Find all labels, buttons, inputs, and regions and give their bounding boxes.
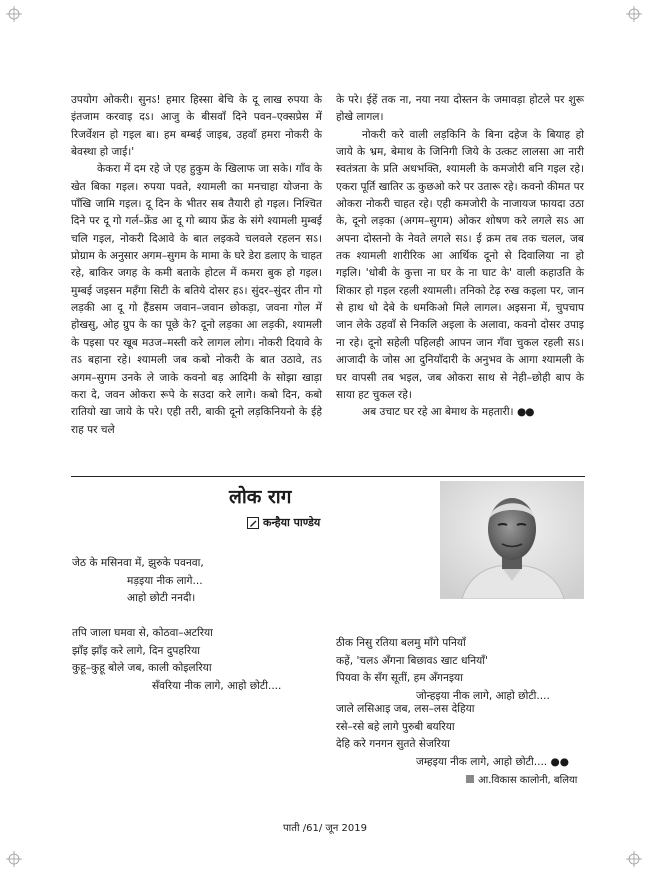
poem-stanza	[336, 701, 569, 771]
poem-stanza	[72, 555, 204, 608]
story-paragraph: उपयोग ओकरी। सुनऽ! हमार हिस्सा बेचि के दू लाख रुपया के इंतजाम करवाइ दऽ। आजु के बीसवाँ दिने पवन–एक्सप्रेस में रिजर्वेशन हो गइल बा। हम बम्बई जाइब, उहवाँ हमरा नोकरी के बेवस्था हो जाई।'	[71, 94, 322, 159]
poem-title: लोक राग	[229, 486, 292, 508]
poem-line: जाले लसिआइ जब, लस–लस देहिया	[336, 703, 475, 715]
story-right-column	[336, 92, 584, 422]
pen-icon	[247, 517, 259, 529]
end-mark: ●●	[516, 406, 534, 419]
poem-line: ठीक निसु रतिया बलमु माँगे पनियाँ	[336, 637, 466, 649]
poem-line: सँवरिया नीक लागे, आहो छोटी....	[152, 679, 282, 692]
story-paragraph: के परे। ईहें तक ना, नया नया दोस्तन के जमावड़ा होटले पर शुरू होखे लागल।	[336, 94, 584, 124]
author-location-text: आ.विकास कालोनी, बलिया	[478, 775, 578, 786]
story-closing-line: अब उचाट घर रहे आ बेमाथ के महतारी।	[362, 406, 514, 419]
poem-line: तपि जाला घमवा से, कोठवा–अटरिया	[72, 627, 213, 639]
poem-stanza	[336, 635, 550, 705]
poem-line: रसे–रसे बहे लागे पुरुबी बयरिया	[336, 720, 455, 733]
story-paragraph: केकरा में दम रहे जे एह हुकुम के खिलाफ जा सके। गाँव के खेत बिका गइल। रुपया पवते, श्यामली का मनचाहा योजना के पाँखि जामि गइल। दू दिन के भीतर सब तैयारी हो गइल। निश्चित दिने पर दू गो गर्ल–फ्रेंड आ दू गो ब्याय फ्रेंड के संगे श्यामली मुम्बई चलि गइल, नोकरी दिआवे के बात लइकवे चलवले रहलन सऽ। प्रोग्राम के अनुसार अगम–सुगम के मामा के घरे डेरा डलाए के चाहत रहे, बाकिर जगह के कमी बताके होटल में कमरा बुक हो गइल। मुम्बई जइसन महँगा सिटी के बतिये दोसर हऽ। सुंदर–सुंदर तीन गो लड़की आ दू गो हैंडसम जवान–जवान छोकड़ा, जवना गोल में होखसु, ओह ग्रुप के का पूछे के? दूनो लड़का आ लड़की, श्यामली के पइसा पर खूब मउज–मस्ती करे लागल लोग। नोकरी दियावे के तऽ बहाना रहे। श्यामली जब कबो नोकरी के बात उठावे, तऽ अगम–सुगम उनके ले जाके कवनो बड़ आदिमी के सोझा खाड़ा करा दे, जवन ओकरा रूपे के सउदा करे लागे। कबो दिन, कबो रातियो खा जाये के परे। एही तरी, बाकी दूनो लड़किनियनो के ईहे राह पर चले	[71, 163, 322, 436]
section-divider	[71, 476, 585, 477]
author-location	[466, 772, 577, 786]
poem-line: जोन्हइया नीक लागे, आहो छोटी....	[416, 689, 550, 702]
poem-line: जम्हइया नीक लागे, आहो छोटी.... ●●	[416, 755, 570, 768]
story-paragraph: नोकरी करे वाली लड़किनि के बिना दहेज के बियाह हो जाये के भ्रम, बेमाथ के जिनिगी जिये के उत्कट लालसा आ नारी स्वतंत्रता के प्रति अधभक्ति, श्यामली के कमजोरी बनि गइल रहे। एकरा पूर्ति खातिर ऊ कुछओ करे पर उतारू रहे। कवनो कीमत पर ओकरा नोकरी चाहत रहे। एही कमजोरी के नाजायज फायदा उठा के, दूनो लड़का (अगम–सुगम) ओकर शोषण करे लगले सऽ आ अपना दोस्तनो के नेवते लगले सऽ। ई क्रम तब तक चलल, जब तक श्यामली शारीरिक आ आर्थिक दूनो से दिवालिया ना हो गइलि। 'धोबी के कुत्ता ना घर के ना घाट के' वाली कहाउति के शिकार हो गइल रहली श्यामली। तनिको टेढ़ रुख कइला पर, जान से हाथ धो देबे के धमकिओ मिले लागल। अइसना में, चुपचाप जान लेके उहवाँ से निकलि अइला के अलावा, कवनो दोसर उपाइ ना रहे। दूनो सहेली पहिलही आपन जान गँवा चुकल रहली सऽ। आजादी के जोस आ दुनियाँदारी के अनुभव के आगा श्यामली के घर वापसी तब भइल, जब ओकरा साथ से नेही–छोही बाप के साया हट चुकल रहे।	[336, 128, 585, 401]
crop-mark-bottom-right-icon	[626, 851, 642, 867]
square-bullet-icon	[466, 775, 474, 783]
poem-line: कुहू–कुहू बोले जब, काली कोइलरिया	[72, 662, 212, 675]
poem-author: कन्हैया पाण्डेय	[263, 516, 321, 529]
poem-line: जेठ के मसिनवा में, झुरुके पवनवा,	[72, 557, 204, 569]
crop-mark-top-left-icon	[6, 6, 22, 22]
poem-line: आहो छोटी ननदी।	[127, 592, 196, 605]
story-left-column	[71, 92, 322, 439]
author-photo	[440, 481, 584, 599]
page-footer: पाती /61/ जून 2019	[283, 823, 367, 834]
poem-line: झाँइ झाँइ करे लागे, दिन दुपहरिया	[72, 644, 200, 657]
crop-mark-bottom-left-icon	[6, 851, 22, 867]
poem-stanza	[72, 625, 281, 695]
story-closing-paragraph	[336, 404, 584, 421]
poem-line: देहि करे गनगन सुतते सेजरिया	[336, 738, 450, 751]
poem-line: कहें, 'चलऽ अँगना बिछावऽ खाट धनियाँ'	[336, 654, 488, 667]
poem-line: मड़इया नीक लागे...	[127, 574, 203, 587]
poem-author-line	[247, 515, 320, 530]
poem-line: पियवा के सँग सूतीं, हम अँगनइया	[336, 672, 463, 685]
crop-mark-top-right-icon	[626, 6, 642, 22]
